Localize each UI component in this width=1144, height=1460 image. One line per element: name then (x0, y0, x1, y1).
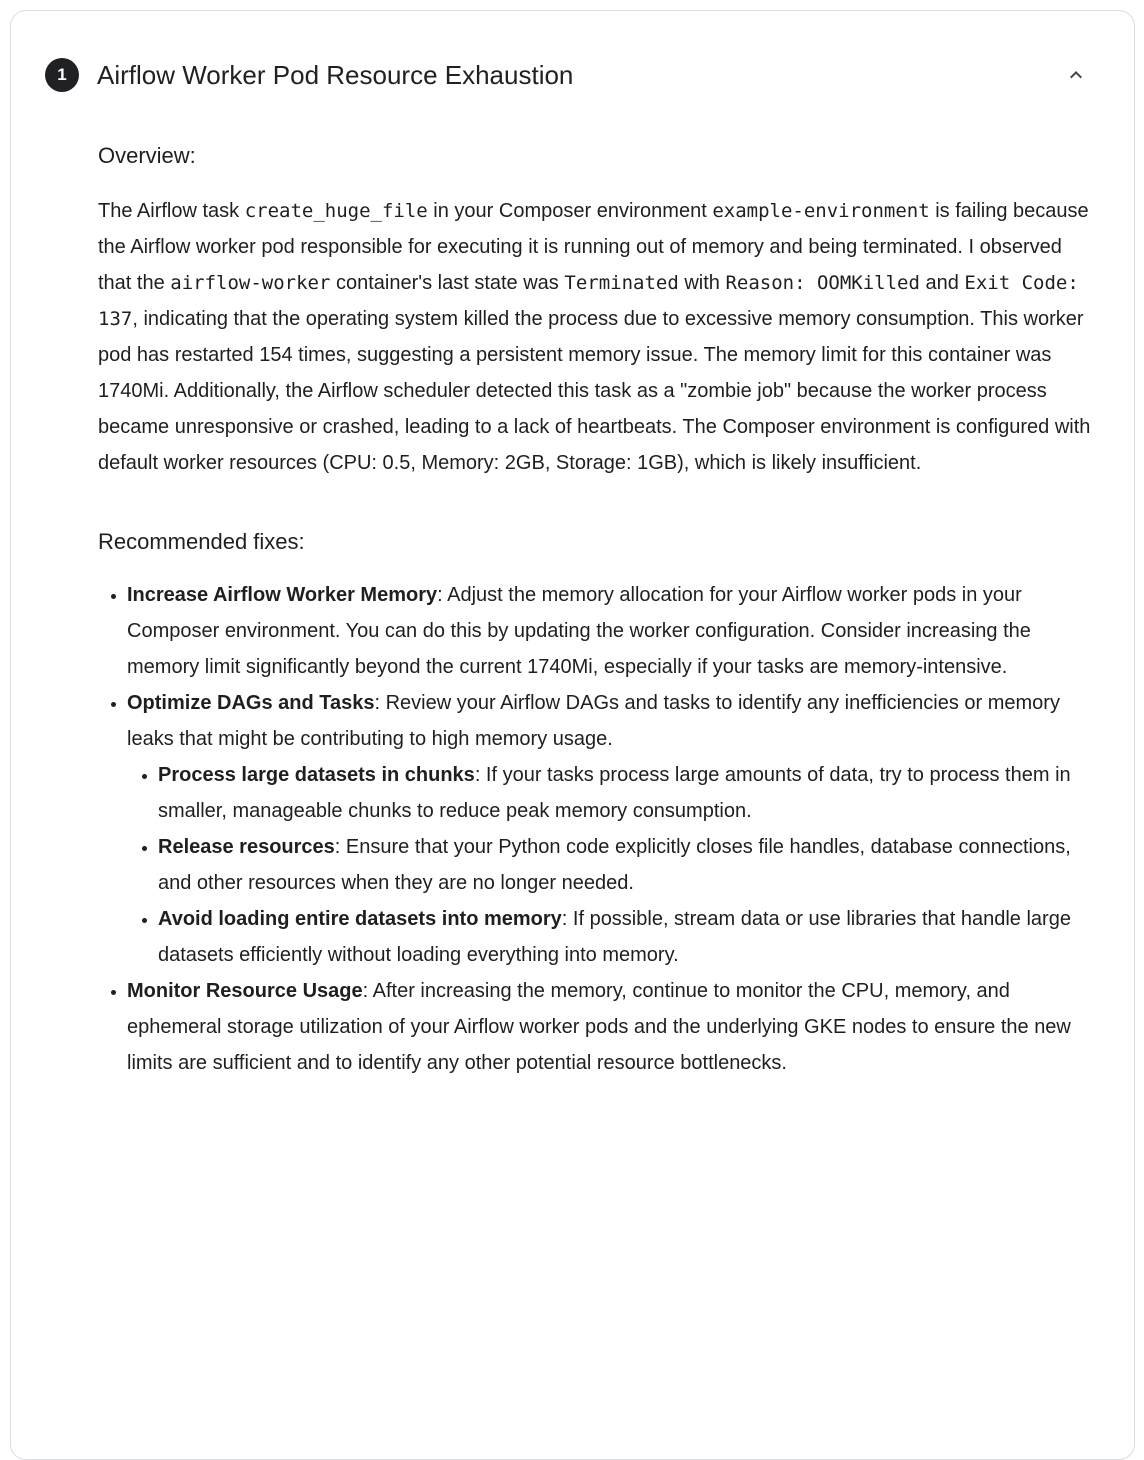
fix-subitem-avoid-loading (158, 901, 1096, 973)
fix-subitem-chunks (158, 757, 1096, 829)
fix-subitem-lead: Process large datasets in chunks (158, 764, 475, 786)
fix-subitem-lead: Avoid loading entire datasets into memory (158, 908, 562, 930)
fix-item-text: : After increasing the memory, continue to monitor the CPU, memory, and ephemeral storage utilization of your Airflow worker pods and the underlying GKE nodes to ensure the new limits are sufficient and to identify any other potential resource bottlenecks. (127, 980, 1071, 1074)
fix-subitem-text: : Ensure that your Python code explicitly closes file handles, database connections, and other resources when they are no longer needed. (158, 836, 1071, 894)
code-span-environment-name: example-environment (712, 200, 930, 222)
insight-card-header[interactable] (11, 11, 1134, 95)
chevron-up-icon (1064, 63, 1088, 87)
fix-item-text: : Review your Airflow DAGs and tasks to identify any inefficiencies or memory leaks that might be contributing to high memory usage. (127, 692, 1060, 750)
recommended-fixes-heading: Recommended fixes: (98, 529, 305, 554)
insight-number: 1 (57, 65, 67, 84)
overview-heading: Overview: (98, 143, 196, 168)
code-span-task-name: create_huge_file (244, 200, 428, 222)
overview-text-segment: container's last state was (330, 272, 565, 294)
fix-item-lead: Optimize DAGs and Tasks (127, 692, 375, 714)
overview-text-segment: The Airflow task (98, 200, 245, 222)
fix-item-lead: Monitor Resource Usage (127, 980, 363, 1002)
overview-paragraph (98, 193, 1096, 481)
code-span-container-name: airflow-worker (170, 272, 331, 294)
fixes-list (98, 577, 1096, 1081)
fix-item-text: : Adjust the memory allocation for your Airflow worker pods in your Composer environment. You can do this by updating the worker configuration. Consider increasing the memory limit significantly beyond the current 1740Mi, especially if your tasks are memory-intensive. (127, 584, 1031, 678)
collapse-button[interactable] (1056, 55, 1096, 95)
fix-item-monitor-usage (127, 973, 1096, 1081)
insight-card-body (11, 141, 1134, 1141)
fixes-sublist (127, 757, 1096, 973)
fix-subitem-lead: Release resources (158, 836, 335, 858)
overview-text-segment: and (919, 272, 965, 294)
overview-text-segment: , indicating that the operating system killed the process due to excessive memory consumption. This worker pod has restarted 154 times, suggesting a persistent memory issue. The memory limit for this container was 1740Mi. Additionally, the Airflow scheduler detected this task as a "zombie job" because the worker process became unresponsive or crashed, leading to a lack of heartbeats. The Composer environment is configured with default worker resources (CPU: 0.5, Memory: 2GB, Storage: 1GB), which is likely insufficient. (98, 308, 1091, 474)
insight-card (10, 10, 1135, 1460)
fix-item-increase-memory (127, 577, 1096, 685)
fix-subitem-text: : If your tasks process large amounts of data, try to process them in smaller, manageable chunks to reduce peak memory consumption. (158, 764, 1071, 822)
insight-number-badge (45, 58, 79, 92)
overview-text-segment: is failing because the Airflow worker pod responsible for executing it is running out of memory and being terminated. I observed that the (98, 200, 1089, 294)
overview-text-segment: with (678, 272, 726, 294)
insight-title: Airflow Worker Pod Resource Exhaustion (97, 60, 574, 90)
code-span-reason: Reason: OOMKilled (725, 272, 920, 294)
fix-item-lead: Increase Airflow Worker Memory (127, 584, 438, 606)
code-span-state: Terminated (564, 272, 679, 294)
fix-item-optimize-dags (127, 685, 1096, 973)
code-span-exit-code: Exit Code: 137 (98, 272, 1079, 330)
overview-text-segment: in your Composer environment (427, 200, 713, 222)
fix-subitem-release-resources (158, 829, 1096, 901)
fix-subitem-text: : If possible, stream data or use libraries that handle large datasets efficiently without loading everything into memory. (158, 908, 1071, 966)
